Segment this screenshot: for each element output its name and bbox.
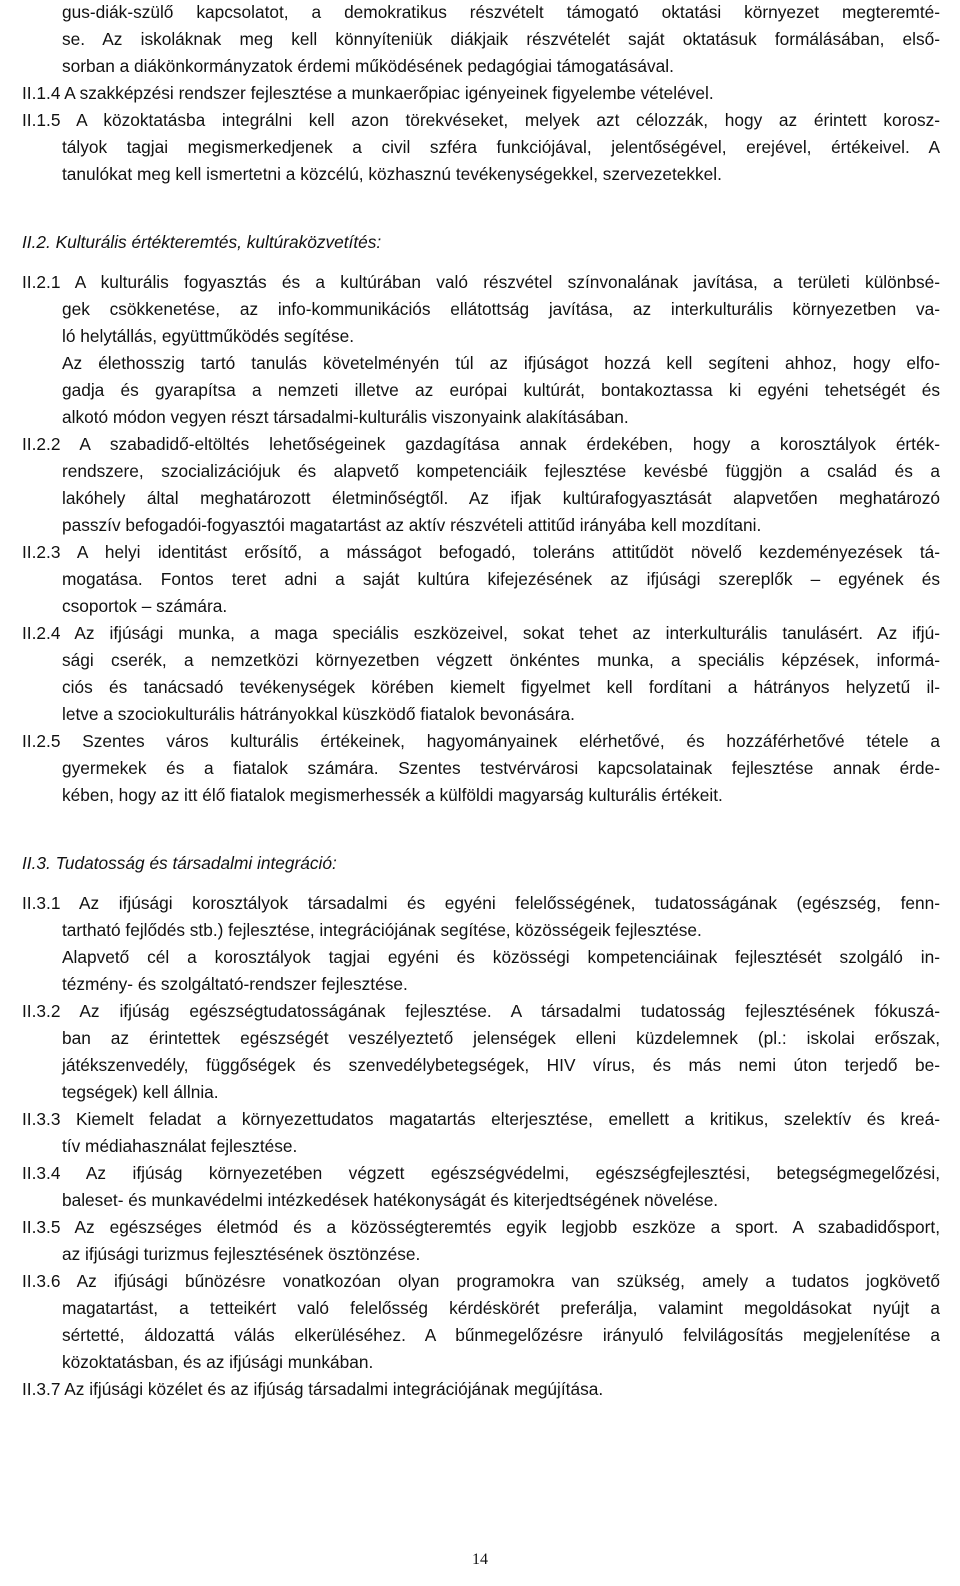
text-line: tív médiahasználat fejlesztése. xyxy=(62,1136,298,1156)
text-line: gadja és gyarapítsa a nemzeti illetve az európai kultúrát, bontakoztassa ki egyéni tehetségét és xyxy=(62,380,940,400)
text-line: magatartást, a tetteikért való felelősség kérdéskörét preferálja, valamint megoldásokat nyújt a xyxy=(62,1298,940,1318)
text-line: tályok tagjai megismerkedjenek a civil szféra funkciójával, jelentőségével, erejével, értékeivel. A xyxy=(62,137,940,157)
text-line: tanulókat meg kell ismertetni a közcélú, közhasznú tevékenységekkel, szervezetekkel. xyxy=(62,164,722,184)
section-heading: II.3. Tudatosság és társadalmi integráció: xyxy=(22,853,337,873)
text-line: Az élethosszig tartó tanulás követelményén túl az ifjúságot hozzá kell segíteni ahhoz, hogy elfo- xyxy=(62,353,940,373)
text-line: kében, hogy az itt élő fiatalok megismerhessék a külföldi magyarság kulturális értékeit. xyxy=(62,785,723,805)
text-line: Alapvető cél a korosztályok tagjai egyéni és közösségi kompetenciáinak fejlesztését szolgáló in- xyxy=(62,947,940,967)
text-line: II.3.7 Az ifjúsági közélet és az ifjúság társadalmi integrációjának megújítása. xyxy=(22,1379,604,1399)
text-line: gyermekek és a fiatalok számára. Szentes testvérvárosi kapcsolatainak fejlesztése annak érde- xyxy=(62,758,940,778)
text-line: sági cserék, a nemzetközi környezetben végzett önkéntes munka, a speciális képzések, informá- xyxy=(62,650,940,670)
text-line: gek csökkenetése, az info-kommunikációs ellátottság javítása, az interkulturális környezetben va- xyxy=(62,299,940,319)
text-line: tegségek) kell állnia. xyxy=(62,1082,219,1102)
text-line: közoktatásban, és az ifjúsági munkában. xyxy=(62,1352,374,1372)
text-line: II.1.4 A szakképzési rendszer fejlesztése a munkaerőpiac igényeinek figyelembe vételével. xyxy=(22,83,714,103)
text-line: tézmény- és szolgáltató-rendszer fejlesztése. xyxy=(62,974,408,994)
text-line: II.3.2 Az ifjúság egészségtudatosságának fejlesztése. A társadalmi tudatosság fejlesztésének fókuszá- xyxy=(22,1001,940,1021)
text-line: sértetté, áldozattá válás elkerüléséhez. A bűnmegelőzésre irányuló felvilágosítás megjelenítése a xyxy=(62,1325,940,1345)
text-line: II.2.5 Szentes város kulturális értékeinek, hagyományainek elérhetővé, és hozzáférhetővé tétele a xyxy=(22,731,940,751)
text-line: ló helytállás, együttműködés segítése. xyxy=(62,326,355,346)
text-line: passzív befogadói-fogyasztói magatartást az aktív részvételi attitűd irányába kell mozdítani. xyxy=(62,515,762,535)
text-line: ban az érintettek egészségét veszélyeztető jelenségek elleni küzdelemnek (pl.: iskolai erőszak, xyxy=(62,1028,940,1048)
text-line: mogatása. Fontos teret adni a saját kultúra kifejezésének az ifjúsági szereplők – egyének és xyxy=(62,569,940,589)
text-line: II.1.5 A közoktatásba integrálni kell azon törekvéseket, melyek azt célozzák, hogy az érintett korosz- xyxy=(22,110,940,130)
text-line: sorban a diákönkormányzatok érdemi működésének pedagógiai támogatásával. xyxy=(62,56,674,76)
text-line: II.3.1 Az ifjúsági korosztályok társadalmi és egyéni felelősségének, tudatosságának (egészség, fenn- xyxy=(22,893,940,913)
text-line: II.2.2 A szabadidő-eltöltés lehetőségeinek gazdagítása annak érdekében, hogy a korosztályok érték- xyxy=(22,434,940,454)
text-line: gus-diák-szülő kapcsolatot, a demokratikus részvételt támogató oktatási környezet megteremté- xyxy=(62,2,940,22)
text-line: II.2.1 A kulturális fogyasztás és a kultúrában való részvétel színvonalának javítása, a területi különbsé- xyxy=(22,272,940,292)
text-line: II.3.4 Az ifjúság környezetében végzett egészségvédelmi, egészségfejlesztési, betegségmegelőzési, xyxy=(22,1163,940,1183)
text-line: II.3.5 Az egészséges életmód és a közösségteremtés egyik legjobb eszköze a sport. A szabadidősport, xyxy=(22,1217,940,1237)
text-line: rendszere, szocializációjuk és alapvető kompetenciáik fejlesztése kevésbé függjön a család és a xyxy=(62,461,940,481)
text-line: II.3.3 Kiemelt feladat a környezettudatos magatartás elterjesztése, emellett a kritikus, szelektív és kreá- xyxy=(22,1109,940,1129)
text-line: baleset- és munkavédelmi intézkedések hatékonyságát és kiterjedtségének növelése. xyxy=(62,1190,719,1210)
text-line: az ifjúsági turizmus fejlesztésének ösztönzése. xyxy=(62,1244,421,1264)
text-line: játékszenvedély, függőségek és szenvedélybetegségek, HIV vírus, és más nemi úton terjedő be- xyxy=(62,1055,940,1075)
section-heading: II.2. Kulturális értékteremtés, kultúraközvetítés: xyxy=(22,232,382,252)
text-line: tartható fejlődés stb.) fejlesztése, integrációjának segítése, közösségeik fejlesztése. xyxy=(62,920,702,940)
text-line: alkotó módon vegyen részt társadalmi-kulturális viszonyaink alakításában. xyxy=(62,407,629,427)
text-line: ciós és tanácsadó tevékenységek körében kiemelt figyelmet kell fordítani a hátrányos helyzetű il- xyxy=(62,677,940,697)
text-line: se. Az iskoláknak meg kell könnyíteniük diákjaik részvételét saját oktatásuk formálásában, első- xyxy=(62,29,940,49)
text-line: II.2.3 A helyi identitást erősítő, a másságot befogadó, toleráns attitűdöt növelő kezdeményezések tá- xyxy=(22,542,940,562)
text-line: II.2.4 Az ifjúsági munka, a maga speciális eszközeivel, sokat tehet az interkulturális tanulásért. Az ifjú- xyxy=(22,623,940,643)
text-line: csoportok – számára. xyxy=(62,596,228,616)
page-number: 14 xyxy=(472,1551,488,1568)
text-line: lakóhely által meghatározott életminőségtől. Az ifjak kultúrafogyasztását alapvetően meghatározó xyxy=(62,488,940,508)
text-line: II.3.6 Az ifjúsági bűnözésre vonatkozóan olyan programokra van szükség, amely a tudatos jogkövető xyxy=(22,1271,940,1291)
text-line: letve a szociokulturális hátrányokkal küszködő fiatalok bevonására. xyxy=(62,704,575,724)
